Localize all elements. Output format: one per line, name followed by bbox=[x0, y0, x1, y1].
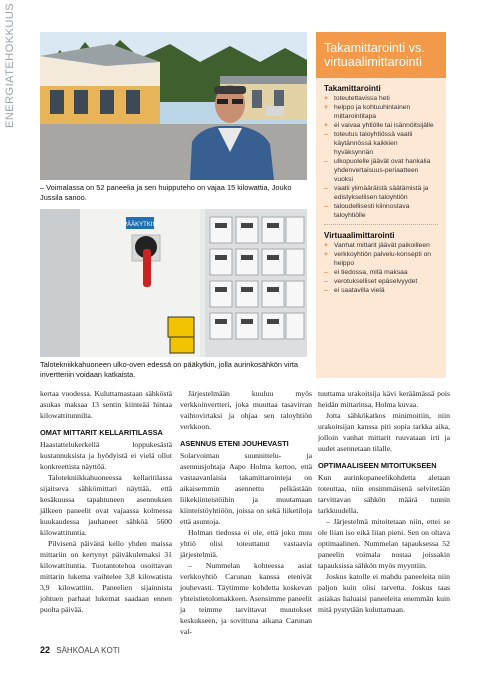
box-section bbox=[316, 84, 446, 220]
body-paragraph: Pilvisenä päivänä kello yhden maissa mittariin on kertynyt päiväkulemaksi 31 kilowattituntia. Tuotantotehoa osoittavan mittarin lukema vaihtelee 3,8 kilowatista 3,9 kilowattiin. Paneelien sijainnista johtuen parhaat lukemat saadaan ennen puolta päivää. bbox=[40, 539, 172, 614]
box-list-item bbox=[324, 286, 438, 295]
box-list-item bbox=[324, 94, 438, 103]
box-separator bbox=[324, 224, 438, 225]
bullet-mark: + bbox=[324, 122, 328, 129]
body-paragraph: Joskus katolle ei mahdu paneeleita niin paljon kuin olisi tarvetta. Joskus taas asiakas haluaisi paneeleita enemmän kuin mitä pystytään kuluttamaan. bbox=[318, 572, 450, 614]
bullet-mark: + bbox=[324, 242, 328, 249]
bullet-text: ei vaivaa yhtiölle tai isännöitsijälle bbox=[334, 122, 434, 129]
bullet-mark: + bbox=[324, 251, 328, 258]
body-paragraph: Solarvoiman suunnittelu- ja asennusjohtaja Aapo Holma kertoo, että vastaavanlaisia takamittarointeja on aikaisemmin asennettu pelkästään liikekiinteistöihin ja muutamaan kiinteistöyhtiöön, joissa on sekä liiketiloja että asuntoja. bbox=[180, 451, 312, 526]
box-section-heading: Virtuaalimittarointi bbox=[324, 231, 395, 240]
bullet-text: vaatii ylimääräistä säätämistä ja edistyksellisen taloyhtiön bbox=[334, 185, 429, 201]
bullet-text: ei tiedossa, mitä maksaa bbox=[334, 269, 408, 276]
body-paragraph: Kun aurinkopaneelikohdetta aletaan toteuttaa, niin ensimmäisenä selvitetään tarvittavan sähkön määrä tunnin tarkkuudella. bbox=[318, 473, 450, 515]
body-paragraph: Järjestelmään kuuluu myös verkkoinvertteri, joka muuttaa tasavirran vaihtovirtaksi ja ohjaa sen taloyhtiön verkkoon. bbox=[180, 389, 312, 431]
body-paragraph: – Järjestelmä mitoitetaan niin, ettei se ole liian iso eikä liian pieni. Sen on oltava optimaalinen. Nummelan tapauksessa 52 paneelin voimala nostaa joissakin tapauksissa sähkön myös myyntiin. bbox=[318, 517, 450, 570]
box-list-item bbox=[324, 130, 438, 157]
box-section-heading: Takamittarointi bbox=[324, 84, 381, 93]
body-paragraph: kertaa vuodessa. Kuluttamastaan sähköstä asukas maksaa 13 sentin kiinteää hintaa kilowattitunnilta. bbox=[40, 389, 172, 420]
bullet-text: verotukselliset epäselvyydet bbox=[334, 278, 418, 285]
bullet-mark: – bbox=[324, 131, 328, 138]
body-column-3 bbox=[318, 388, 450, 615]
bullet-text: toteutettavissa heti bbox=[334, 95, 390, 102]
bullet-mark: – bbox=[324, 269, 328, 276]
bullet-mark: + bbox=[324, 95, 328, 102]
photo2-sign-text: PÄÄKYTKIN bbox=[123, 222, 157, 228]
bullet-text: helppo ja kohtuuhintainen mittarointitapa bbox=[334, 104, 411, 120]
box-list-item bbox=[324, 241, 438, 250]
section-side-label bbox=[4, 2, 20, 128]
section-heading: ASENNUS ETENI JOUHEVASTI bbox=[180, 439, 289, 448]
bullet-text: Vanhat mittarit jäävät paikoilleen bbox=[334, 242, 430, 249]
box-list-item bbox=[324, 184, 438, 202]
box-list bbox=[324, 241, 438, 295]
box-list-item bbox=[324, 277, 438, 286]
bullet-mark: – bbox=[324, 287, 328, 294]
photo2-caption: Talotekniikkahuoneen ulko-oven edessä on pääkytkin, jolla aurinkosähkön virta invertteriin voidaan katkaista. bbox=[40, 360, 299, 379]
box-list-item bbox=[324, 103, 438, 121]
bullet-mark: – bbox=[324, 158, 328, 165]
bullet-text: taloudellisesti kiinnostava taloyhtiölle bbox=[334, 203, 410, 219]
box-list-item bbox=[324, 202, 438, 220]
bullet-mark: – bbox=[324, 278, 328, 285]
bullet-text: verkkoyhtiön palvelu-konsepti on helppo bbox=[334, 251, 432, 267]
comparison-box-title: Takamittarointi vs. virtuaalimittarointi bbox=[316, 32, 446, 78]
body-paragraph: Talotekniikkahuoneessa kellaritilassa sijaitseva sähkömittari näyttää, että kesäkuussa tapahtuneen asennuksen jälkeen paneelit ovat vajaassa kolmessa kuukaudessa jauhaneet sähköä 5600 kilowattituntia. bbox=[40, 473, 172, 537]
comparison-box bbox=[316, 32, 446, 378]
page-footer bbox=[40, 645, 120, 655]
box-list bbox=[324, 94, 438, 220]
box-list-item bbox=[324, 121, 438, 130]
photo-man-building bbox=[40, 32, 307, 180]
bullet-mark: – bbox=[324, 203, 328, 210]
bullet-text: ei saatavilla vielä bbox=[334, 287, 385, 294]
side-label-text: ENERGIATEHOKKUUS bbox=[4, 2, 16, 128]
box-list-item bbox=[324, 250, 438, 268]
box-list-item bbox=[324, 157, 438, 184]
body-paragraph: Holman tiedossa ei ole, että joku muu yhtiö olisi toteuttanut vastaavia järjestelmiä. bbox=[180, 528, 312, 559]
box-list-item bbox=[324, 268, 438, 277]
bullet-mark: – bbox=[324, 185, 328, 192]
box-section bbox=[316, 231, 446, 295]
body-paragraph: Haastattelukerkellä loppukesästä kustannuksista ja hyödyistä ei vielä ollut konkreettista näyttöä. bbox=[40, 440, 172, 471]
bullet-mark: + bbox=[324, 104, 328, 111]
photo-electrical-room bbox=[40, 209, 307, 357]
body-column-2 bbox=[180, 388, 312, 637]
body-paragraph: tuuttama urakoitsija kävi keräämässä pois heidän mittarinsa, Holma kuvaa. bbox=[318, 389, 450, 409]
section-heading: OPTIMAALISEEN MITOITUKSEEN bbox=[318, 461, 437, 470]
body-paragraph: – Nummelan kohteessa asiat verkkoyhtiö Carunan kanssa etenivät jouhevasti. Täytimme kohdetta koskevan yhteistietolomakkeen. Asensimme paneelit ja teimme tarvittavat muutokset keskukseen, ja sovittuna aikana Carunan val- bbox=[180, 561, 312, 636]
page-number: 22 bbox=[40, 645, 51, 655]
body-column-1 bbox=[40, 388, 172, 615]
body-paragraph: Jotta sähkökatkos minimoitiin, niin urakoitsijan kanssa piti sopia tarkka aika, jolloin vanhat mittarit ruuvataan irti ja uudet asennetaan tilalle. bbox=[318, 411, 450, 453]
bullet-text: toteutus taloyhtiössä vaatii käytännössä kaikkien hyväksynnän bbox=[334, 131, 413, 156]
photo1-caption: – Voimalassa on 52 paneelia ja sen huipputeho on vajaa 15 kilowattia, Jouko Jussila sanoo. bbox=[40, 183, 292, 202]
bullet-text: ulkopuolelle jäävät ovat hankalia yhdenvertaisuus-periaatteen vuoksi bbox=[334, 158, 431, 183]
magazine-name: SÄHKÖALA KOTI bbox=[56, 646, 120, 655]
section-heading: OMAT MITTARIT KELLARITILASSA bbox=[40, 428, 163, 437]
